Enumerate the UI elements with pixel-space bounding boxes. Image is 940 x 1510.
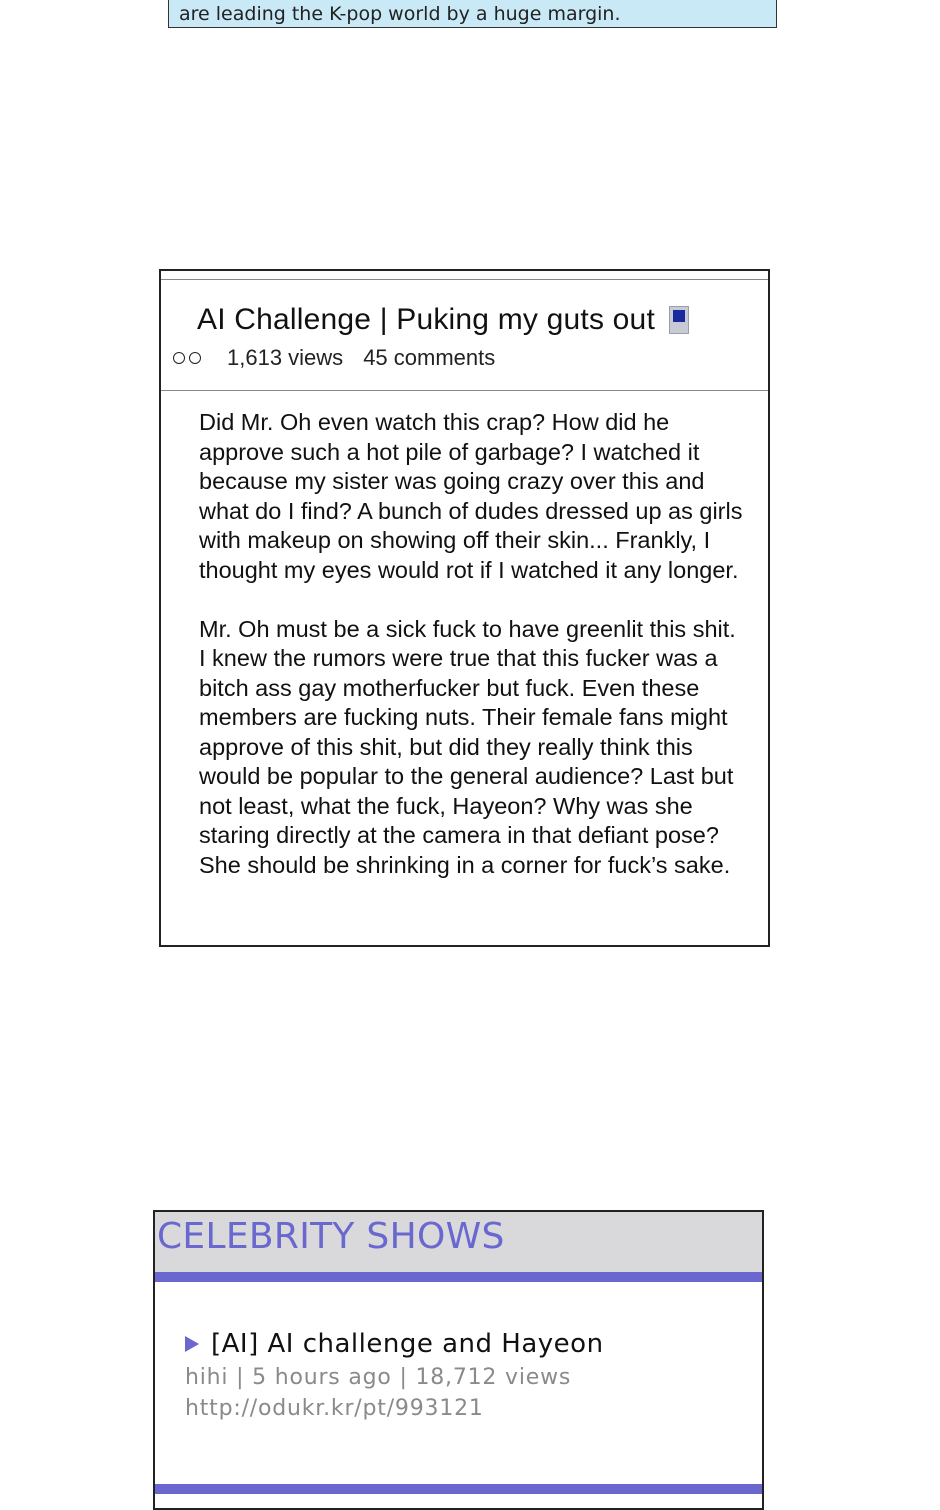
accent-bar-bottom: [155, 1484, 762, 1494]
celebrity-shows-panel: [153, 1210, 764, 1510]
header-top-divider: [161, 279, 768, 280]
blue-square-icon: [669, 306, 689, 334]
post-paragraph: Mr. Oh must be a sick fuck to have greenlit this shit. I knew the rumors were true that this fucker was a bitch ass gay motherfucker but fuck. Even these members are fucking nuts. Their female fans might approve of this shit, but did they really think this would be popular to the general audience? Last but not least, what the fuck, Hayeon? Why was she staring directly at the camera in that defiant pose? She should be shrinking in a corner for fuck’s sake.: [199, 615, 736, 878]
accent-bar: [155, 1272, 762, 1282]
post-body: [199, 408, 747, 880]
comment-count[interactable]: 45 comments: [363, 345, 496, 370]
post-card: [159, 269, 770, 947]
post-title-row: [197, 303, 689, 337]
view-count: 1,613 views: [227, 345, 344, 370]
show-meta: hihi | 5 hours ago | 18,712 views: [185, 1365, 572, 1390]
post-paragraph: Did Mr. Oh even watch this crap? How did he approve such a hot pile of garbage? I watched it because my sister was going crazy over this and what do I find? A bunch of dudes dressed up as girls with makeup on showing off their skin... Frankly, I thought my eyes would rot if I watched it any longer.: [199, 409, 743, 583]
header-bottom-divider: [161, 390, 768, 391]
circle-icon: [173, 352, 185, 364]
shows-header: [155, 1212, 762, 1272]
avatar-dots-icon: [173, 352, 205, 364]
circle-icon: [189, 352, 201, 364]
show-title-row: [185, 1329, 604, 1359]
section-title: CELEBRITY SHOWS: [157, 1216, 505, 1257]
play-triangle-icon: [185, 1336, 199, 1352]
list-item[interactable]: [185, 1329, 604, 1421]
show-url-link[interactable]: http://odukr.kr/pt/993121: [185, 1396, 484, 1421]
top-caption: are leading the K-pop world by a huge margin.: [168, 0, 777, 28]
show-title-link[interactable]: [AI] AI challenge and Hayeon: [211, 1329, 604, 1359]
post-title[interactable]: AI Challenge | Puking my guts out: [197, 303, 655, 336]
post-meta: [173, 345, 495, 371]
